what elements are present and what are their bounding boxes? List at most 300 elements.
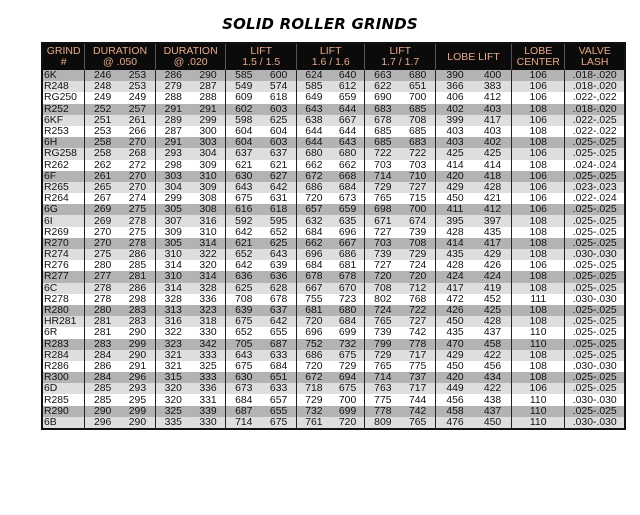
cell-l15-intake: 609 [226, 92, 261, 103]
cell-d020-intake: 304 [155, 182, 190, 193]
cell-l15-intake: 625 [226, 283, 261, 294]
cell-l17-intake: 720 [365, 271, 400, 282]
table-row [42, 148, 625, 159]
cell-l16-intake: 720 [297, 193, 331, 204]
cell-l15-intake: 675 [226, 316, 261, 327]
cell-grind: R265 [42, 182, 85, 193]
cell-d050-exhaust: 274 [120, 193, 155, 204]
cell-valve-lash: .025-.025 [565, 148, 625, 159]
cell-valve-lash: .025-.025 [565, 260, 625, 271]
cell-lobe-exhaust: 397 [474, 215, 511, 226]
cell-l16-intake: 732 [297, 406, 331, 417]
cell-l17-exhaust: 651 [400, 81, 435, 92]
cell-d050-exhaust: 281 [120, 271, 155, 282]
cell-d020-intake: 321 [155, 350, 190, 361]
cell-lobe-center: 108 [511, 104, 564, 115]
cell-d020-intake: 325 [155, 406, 190, 417]
cell-lobe-center: 110 [511, 394, 564, 405]
cell-valve-lash: .025-.025 [565, 204, 625, 215]
cell-lobe-center: 108 [511, 361, 564, 372]
cell-l16-intake: 585 [297, 81, 331, 92]
cell-d020-exhaust: 287 [191, 81, 226, 92]
cell-d020-exhaust: 330 [191, 327, 226, 338]
cell-l15-intake: 636 [226, 271, 261, 282]
cell-d050-exhaust: 257 [120, 104, 155, 115]
cell-d050-exhaust: 283 [120, 305, 155, 316]
cell-l16-exhaust: 640 [331, 70, 365, 81]
cell-l17-intake: 727 [365, 260, 400, 271]
cell-grind: R270 [42, 238, 85, 249]
cell-d050-exhaust: 290 [120, 327, 155, 338]
cell-lobe-exhaust: 422 [474, 383, 511, 394]
cell-l16-exhaust: 694 [331, 372, 365, 383]
cell-lobe-center: 108 [511, 372, 564, 383]
cell-grind: R300 [42, 372, 85, 383]
cell-l16-exhaust: 675 [331, 350, 365, 361]
table-row [42, 305, 625, 316]
cell-l16-intake: 718 [297, 383, 331, 394]
cell-valve-lash: .025-.025 [565, 283, 625, 294]
cell-d050-exhaust: 291 [120, 361, 155, 372]
cell-l15-intake: 675 [226, 193, 261, 204]
cell-lobe-intake: 435 [436, 249, 475, 260]
cell-lobe-exhaust: 424 [474, 271, 511, 282]
cell-l17-intake: 678 [365, 115, 400, 126]
cell-l15-intake: 643 [226, 350, 261, 361]
cell-l15-exhaust: 651 [261, 372, 296, 383]
cell-d020-exhaust: 308 [191, 193, 226, 204]
cell-lobe-center: 108 [511, 160, 564, 171]
cell-l17-exhaust: 722 [400, 148, 435, 159]
cell-grind: 6K [42, 70, 85, 81]
cell-d050-intake: 283 [85, 339, 120, 350]
cell-d050-intake: 246 [85, 70, 120, 81]
cell-lobe-center: 108 [511, 249, 564, 260]
cell-lobe-exhaust: 418 [474, 171, 511, 182]
cell-l17-exhaust: 724 [400, 260, 435, 271]
header-line2: LASH [581, 56, 609, 68]
cell-valve-lash: .024-.024 [565, 160, 625, 171]
cell-l17-intake: 722 [365, 148, 400, 159]
cell-valve-lash: .025-.025 [565, 383, 625, 394]
cell-valve-lash: .025-.025 [565, 339, 625, 350]
cell-l17-intake: 698 [365, 204, 400, 215]
cell-lobe-exhaust: 421 [474, 193, 511, 204]
cell-d020-intake: 310 [155, 271, 190, 282]
header-line2: # [60, 56, 67, 68]
cell-l16-exhaust: 700 [331, 394, 365, 405]
cell-d020-intake: 320 [155, 383, 190, 394]
cell-d050-exhaust: 286 [120, 249, 155, 260]
cell-d020-intake: 309 [155, 227, 190, 238]
column-header-lift-1-7 [365, 43, 436, 70]
cell-d020-intake: 303 [155, 171, 190, 182]
cell-grind: 6H [42, 137, 85, 148]
cell-lobe-center: 106 [511, 182, 564, 193]
cell-lobe-exhaust: 419 [474, 283, 511, 294]
cell-d020-intake: 323 [155, 339, 190, 350]
cell-d050-exhaust: 290 [120, 350, 155, 361]
cell-lobe-center: 108 [511, 350, 564, 361]
column-header-duration-020 [155, 43, 226, 70]
cell-d020-intake: 305 [155, 238, 190, 249]
cell-l15-intake: 643 [226, 182, 261, 193]
cell-lobe-exhaust: 426 [474, 260, 511, 271]
cell-l15-exhaust: 631 [261, 193, 296, 204]
cell-l16-intake: 632 [297, 215, 331, 226]
cell-l17-exhaust: 712 [400, 283, 435, 294]
cell-l16-exhaust: 667 [331, 115, 365, 126]
table-row [42, 137, 625, 148]
cell-l17-exhaust: 768 [400, 294, 435, 305]
cell-l17-intake: 714 [365, 171, 400, 182]
cell-lobe-intake: 414 [436, 238, 475, 249]
cell-lobe-intake: 414 [436, 160, 475, 171]
cell-d050-intake: 249 [85, 92, 120, 103]
cell-l15-exhaust: 637 [261, 305, 296, 316]
cell-valve-lash: .018-.020 [565, 104, 625, 115]
cell-lobe-exhaust: 437 [474, 406, 511, 417]
cell-d050-intake: 278 [85, 294, 120, 305]
cell-l15-exhaust: 642 [261, 316, 296, 327]
cell-grind: R248 [42, 81, 85, 92]
cell-d020-exhaust: 310 [191, 227, 226, 238]
cell-valve-lash: .030-.030 [565, 394, 625, 405]
cell-grind: HR281 [42, 316, 85, 327]
cell-d050-intake: 262 [85, 160, 120, 171]
cell-l15-intake: 630 [226, 171, 261, 182]
cell-lobe-intake: 472 [436, 294, 475, 305]
cell-l16-intake: 638 [297, 115, 331, 126]
cell-l15-intake: 642 [226, 260, 261, 271]
cell-l17-intake: 799 [365, 339, 400, 350]
header-line1: DURATION [163, 45, 218, 57]
cell-l17-exhaust: 710 [400, 171, 435, 182]
cell-l16-exhaust: 681 [331, 260, 365, 271]
cell-d020-exhaust: 314 [191, 271, 226, 282]
cell-l17-intake: 802 [365, 294, 400, 305]
header-line2: CENTER [516, 56, 560, 68]
cell-lobe-intake: 411 [436, 204, 475, 215]
cell-d020-intake: 321 [155, 361, 190, 372]
table-row [42, 361, 625, 372]
column-header-grind [42, 43, 85, 70]
cell-l15-exhaust: 637 [261, 148, 296, 159]
cell-lobe-exhaust: 435 [474, 227, 511, 238]
cell-l17-intake: 729 [365, 350, 400, 361]
cell-lobe-intake: 425 [436, 148, 475, 159]
cell-grind: R274 [42, 249, 85, 260]
cell-l16-exhaust: 720 [331, 417, 365, 429]
cell-l16-exhaust: 644 [331, 104, 365, 115]
cell-d020-exhaust: 320 [191, 260, 226, 271]
table-row [42, 372, 625, 383]
cell-l17-intake: 775 [365, 394, 400, 405]
cell-grind: R285 [42, 394, 85, 405]
cell-d050-exhaust: 270 [120, 182, 155, 193]
cell-l17-intake: 663 [365, 70, 400, 81]
cell-l15-intake: 687 [226, 406, 261, 417]
cell-l16-intake: 729 [297, 394, 331, 405]
cell-valve-lash: .030-.030 [565, 294, 625, 305]
cell-valve-lash: .018-.020 [565, 70, 625, 81]
cell-valve-lash: .025-.025 [565, 350, 625, 361]
table-row [42, 383, 625, 394]
cell-l16-exhaust: 684 [331, 182, 365, 193]
cell-d020-intake: 320 [155, 394, 190, 405]
cell-l16-exhaust: 732 [331, 339, 365, 350]
cell-lobe-exhaust: 429 [474, 249, 511, 260]
cell-d020-intake: 293 [155, 148, 190, 159]
cell-valve-lash: .022-.025 [565, 115, 625, 126]
table-row [42, 294, 625, 305]
cell-l17-exhaust: 708 [400, 238, 435, 249]
cell-d050-exhaust: 298 [120, 294, 155, 305]
cell-lobe-intake: 429 [436, 182, 475, 193]
cell-l16-intake: 644 [297, 126, 331, 137]
cell-lobe-exhaust: 417 [474, 238, 511, 249]
cell-l15-intake: 714 [226, 417, 261, 429]
cell-lobe-intake: 420 [436, 372, 475, 383]
cell-l16-exhaust: 678 [331, 271, 365, 282]
cell-lobe-intake: 424 [436, 271, 475, 282]
cell-lobe-center: 108 [511, 137, 564, 148]
cell-d020-exhaust: 328 [191, 283, 226, 294]
cell-l16-intake: 755 [297, 294, 331, 305]
cell-valve-lash: .030-.030 [565, 361, 625, 372]
cell-lobe-center: 106 [511, 171, 564, 182]
cell-l17-intake: 703 [365, 160, 400, 171]
table-row [42, 92, 625, 103]
cell-d050-exhaust: 266 [120, 126, 155, 137]
cell-lobe-center: 106 [511, 81, 564, 92]
cell-lobe-center: 108 [511, 126, 564, 137]
cell-l15-exhaust: 633 [261, 383, 296, 394]
cell-d050-exhaust: 253 [120, 70, 155, 81]
header-row [42, 43, 625, 70]
column-header-duration-050 [85, 43, 156, 70]
cell-l17-exhaust: 703 [400, 160, 435, 171]
cell-l16-exhaust: 723 [331, 294, 365, 305]
cell-d050-intake: 270 [85, 238, 120, 249]
cell-lobe-intake: 390 [436, 70, 475, 81]
table-row [42, 249, 625, 260]
cell-d020-exhaust: 291 [191, 104, 226, 115]
cell-l15-exhaust: 639 [261, 260, 296, 271]
table-row [42, 350, 625, 361]
cell-d020-exhaust: 309 [191, 182, 226, 193]
cell-lobe-center: 108 [511, 305, 564, 316]
cell-grind: R284 [42, 350, 85, 361]
cell-lobe-exhaust: 400 [474, 70, 511, 81]
cell-lobe-intake: 450 [436, 193, 475, 204]
cell-d020-exhaust: 333 [191, 350, 226, 361]
cell-lobe-center: 110 [511, 339, 564, 350]
column-header-lift-1-5 [226, 43, 297, 70]
cell-lobe-center: 106 [511, 92, 564, 103]
cell-lobe-center: 108 [511, 238, 564, 249]
cell-lobe-center: 110 [511, 327, 564, 338]
cell-lobe-intake: 435 [436, 327, 475, 338]
cell-l15-exhaust: 684 [261, 361, 296, 372]
cell-lobe-exhaust: 403 [474, 104, 511, 115]
cell-d050-exhaust: 278 [120, 215, 155, 226]
cell-l17-exhaust: 683 [400, 137, 435, 148]
cell-lobe-intake: 403 [436, 137, 475, 148]
cell-lobe-intake: 450 [436, 316, 475, 327]
cell-d020-exhaust: 309 [191, 160, 226, 171]
cell-d020-exhaust: 336 [191, 383, 226, 394]
header-line1: LOBE [524, 45, 553, 57]
cell-lobe-exhaust: 458 [474, 339, 511, 350]
cell-l17-exhaust: 685 [400, 104, 435, 115]
cell-d020-intake: 286 [155, 70, 190, 81]
cell-l16-intake: 662 [297, 160, 331, 171]
cell-lobe-center: 106 [511, 260, 564, 271]
cell-lobe-exhaust: 428 [474, 316, 511, 327]
cell-l17-exhaust: 775 [400, 361, 435, 372]
cell-l15-exhaust: 625 [261, 115, 296, 126]
cell-d050-intake: 267 [85, 193, 120, 204]
cell-d050-intake: 269 [85, 204, 120, 215]
header-line2: @ .050 [103, 56, 138, 68]
cell-l15-exhaust: 604 [261, 126, 296, 137]
cell-l17-intake: 714 [365, 372, 400, 383]
cell-d050-intake: 252 [85, 104, 120, 115]
cell-lobe-intake: 470 [436, 339, 475, 350]
cell-lobe-intake: 426 [436, 305, 475, 316]
cell-d050-intake: 284 [85, 372, 120, 383]
cell-lobe-exhaust: 383 [474, 81, 511, 92]
cell-d020-intake: 288 [155, 92, 190, 103]
cell-d020-intake: 289 [155, 115, 190, 126]
cell-d050-intake: 251 [85, 115, 120, 126]
cell-d050-intake: 290 [85, 406, 120, 417]
cell-l16-exhaust: 659 [331, 204, 365, 215]
cell-valve-lash: .025-.025 [565, 406, 625, 417]
cell-d050-intake: 280 [85, 260, 120, 271]
cell-d050-exhaust: 296 [120, 372, 155, 383]
table-row [42, 339, 625, 350]
cell-valve-lash: .025-.025 [565, 171, 625, 182]
cell-d050-intake: 281 [85, 316, 120, 327]
cell-valve-lash: .022-.022 [565, 126, 625, 137]
cell-d050-exhaust: 272 [120, 160, 155, 171]
header-line1: VALVE [578, 45, 611, 57]
cell-l15-intake: 673 [226, 383, 261, 394]
cell-l15-exhaust: 678 [261, 294, 296, 305]
cell-d050-exhaust: 299 [120, 339, 155, 350]
cell-lobe-intake: 476 [436, 417, 475, 429]
table-row [42, 104, 625, 115]
cell-lobe-exhaust: 434 [474, 372, 511, 383]
cell-d020-intake: 291 [155, 104, 190, 115]
cell-l15-intake: 684 [226, 394, 261, 405]
table-row [42, 215, 625, 226]
cell-l17-exhaust: 742 [400, 327, 435, 338]
cell-l15-intake: 630 [226, 372, 261, 383]
cell-d050-intake: 275 [85, 249, 120, 260]
cell-l15-exhaust: 618 [261, 204, 296, 215]
cell-d050-intake: 286 [85, 361, 120, 372]
cell-l15-intake: 604 [226, 137, 261, 148]
cell-l16-intake: 643 [297, 104, 331, 115]
cell-l15-intake: 621 [226, 160, 261, 171]
cell-d050-intake: 253 [85, 126, 120, 137]
cell-d050-exhaust: 270 [120, 171, 155, 182]
cell-l15-intake: 637 [226, 148, 261, 159]
cell-lobe-intake: 403 [436, 126, 475, 137]
table-row [42, 204, 625, 215]
cell-l16-intake: 672 [297, 372, 331, 383]
cell-l16-intake: 696 [297, 327, 331, 338]
cell-grind: R286 [42, 361, 85, 372]
cell-lobe-exhaust: 402 [474, 137, 511, 148]
cell-l16-intake: 696 [297, 249, 331, 260]
cell-d020-intake: 307 [155, 215, 190, 226]
cell-lobe-intake: 429 [436, 350, 475, 361]
cell-valve-lash: .025-.025 [565, 215, 625, 226]
cell-l17-intake: 739 [365, 249, 400, 260]
cell-grind: RG258 [42, 148, 85, 159]
cell-l16-exhaust: 668 [331, 171, 365, 182]
cell-l16-intake: 644 [297, 137, 331, 148]
cell-l16-exhaust: 729 [331, 361, 365, 372]
cell-l16-exhaust: 699 [331, 327, 365, 338]
cell-d020-intake: 299 [155, 193, 190, 204]
cell-l16-exhaust: 644 [331, 126, 365, 137]
cell-d050-exhaust: 286 [120, 283, 155, 294]
cell-l15-exhaust: 621 [261, 160, 296, 171]
cell-d020-intake: 315 [155, 372, 190, 383]
cell-l17-intake: 765 [365, 316, 400, 327]
cell-d050-exhaust: 283 [120, 316, 155, 327]
column-header-valve-lash [565, 43, 625, 70]
cell-grind: RG250 [42, 92, 85, 103]
cell-grind: R264 [42, 193, 85, 204]
cell-d050-exhaust: 293 [120, 383, 155, 394]
cell-valve-lash: .018-.020 [565, 81, 625, 92]
cell-d020-exhaust: 300 [191, 126, 226, 137]
table-row [42, 260, 625, 271]
cell-lobe-exhaust: 428 [474, 182, 511, 193]
cell-lobe-intake: 399 [436, 115, 475, 126]
cell-d020-exhaust: 318 [191, 316, 226, 327]
cell-l15-exhaust: 603 [261, 104, 296, 115]
table-row [42, 406, 625, 417]
cell-d020-exhaust: 290 [191, 70, 226, 81]
table-row [42, 283, 625, 294]
cell-grind: 6D [42, 383, 85, 394]
cell-d020-intake: 298 [155, 160, 190, 171]
cell-d020-exhaust: 339 [191, 406, 226, 417]
cell-l16-exhaust: 635 [331, 215, 365, 226]
cell-valve-lash: .022-.024 [565, 193, 625, 204]
cell-l17-exhaust: 737 [400, 372, 435, 383]
cell-lobe-center: 106 [511, 383, 564, 394]
cell-l15-exhaust: 687 [261, 339, 296, 350]
cell-d050-intake: 270 [85, 227, 120, 238]
cell-l17-intake: 778 [365, 406, 400, 417]
cell-lobe-exhaust: 425 [474, 305, 511, 316]
cell-d020-exhaust: 331 [191, 394, 226, 405]
table-row [42, 417, 625, 429]
table-row [42, 193, 625, 204]
cell-l17-exhaust: 700 [400, 204, 435, 215]
cell-l15-intake: 549 [226, 81, 261, 92]
cell-l16-intake: 761 [297, 417, 331, 429]
cell-valve-lash: .025-.025 [565, 271, 625, 282]
